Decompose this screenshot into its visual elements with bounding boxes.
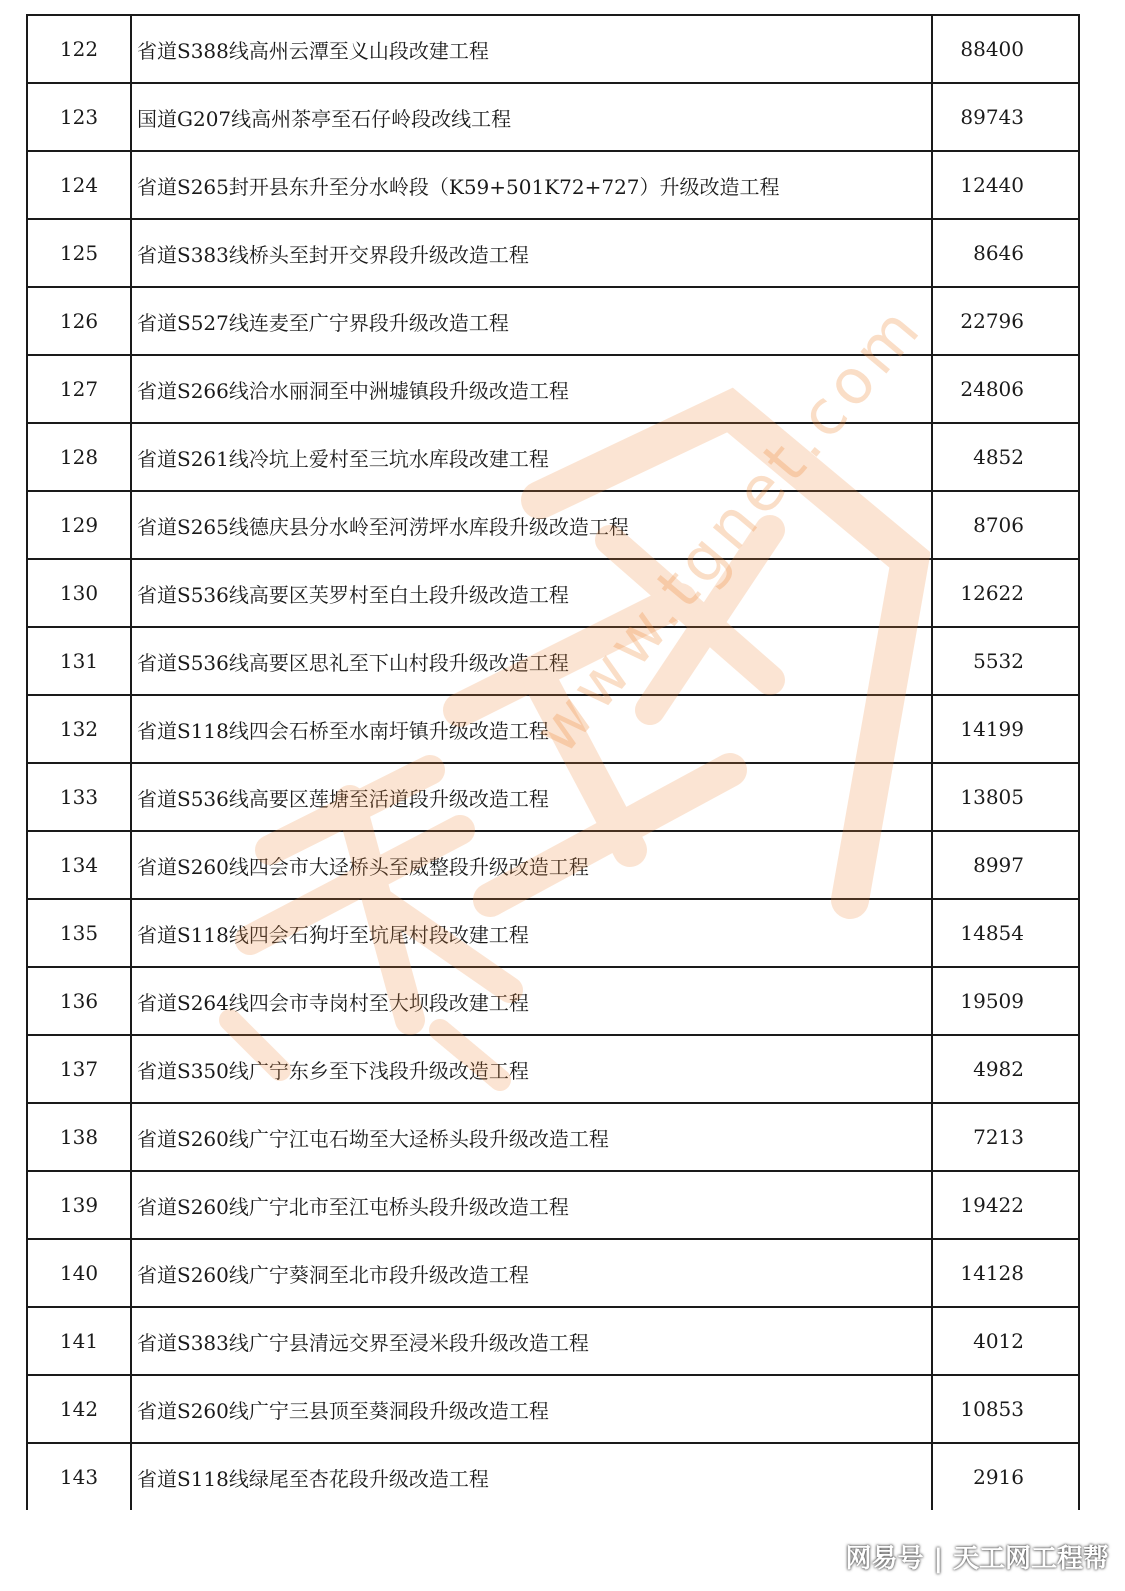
project-name-cell: 省道S264线四会市寺岗村至大坝段改建工程: [131, 967, 932, 1035]
row-number-cell: 126: [27, 287, 131, 355]
project-name-cell: 省道S118线四会石狗圩至坑尾村段改建工程: [131, 899, 932, 967]
row-number-cell: 127: [27, 355, 131, 423]
amount-cell: 22796: [932, 287, 1079, 355]
row-number-cell: 136: [27, 967, 131, 1035]
table-row: [27, 1035, 1079, 1103]
project-name-cell: 省道S527线连麦至广宁界段升级改造工程: [131, 287, 932, 355]
row-number-cell: 134: [27, 831, 131, 899]
table-body: [27, 15, 1079, 1510]
table-row: [27, 151, 1079, 219]
amount-cell: 8706: [932, 491, 1079, 559]
table-row: [27, 627, 1079, 695]
table-row: [27, 287, 1079, 355]
row-number-cell: 135: [27, 899, 131, 967]
row-number-cell: 133: [27, 763, 131, 831]
project-name-cell: 省道S260线广宁北市至江屯桥头段升级改造工程: [131, 1171, 932, 1239]
project-name-cell: 省道S383线广宁县清远交界至浸米段升级改造工程: [131, 1307, 932, 1375]
row-number-cell: 142: [27, 1375, 131, 1443]
row-number-cell: 124: [27, 151, 131, 219]
row-number-cell: 123: [27, 83, 131, 151]
project-name-cell: 省道S265线德庆县分水岭至河涝坪水库段升级改造工程: [131, 491, 932, 559]
row-number-cell: 128: [27, 423, 131, 491]
project-name-cell: 省道S260线四会市大迳桥头至威整段升级改造工程: [131, 831, 932, 899]
amount-cell: 7213: [932, 1103, 1079, 1171]
project-name-cell: 省道S265封开县东升至分水岭段（K59+501K72+727）升级改造工程: [131, 151, 932, 219]
table-row: [27, 831, 1079, 899]
amount-cell: 24806: [932, 355, 1079, 423]
project-name-cell: 省道S388线高州云潭至义山段改建工程: [131, 15, 932, 83]
watermark-url: www.tgnet.com: [520, 289, 937, 767]
amount-cell: 13805: [932, 763, 1079, 831]
row-number-cell: 143: [27, 1443, 131, 1510]
table-row: [27, 967, 1079, 1035]
table-row: [27, 15, 1079, 83]
project-name-cell: 省道S536线高要区莲塘至活道段升级改造工程: [131, 763, 932, 831]
row-number-cell: 140: [27, 1239, 131, 1307]
project-name-cell: 省道S350线广宁东乡至下浅段升级改造工程: [131, 1035, 932, 1103]
source-account: 天工网工程帮: [952, 1544, 1109, 1574]
table-row: [27, 1171, 1079, 1239]
project-name-cell: 省道S261线冷坑上爱村至三坑水库段改建工程: [131, 423, 932, 491]
table-row: [27, 219, 1079, 287]
source-separator: |: [933, 1544, 943, 1574]
table-row: [27, 423, 1079, 491]
table-row: [27, 1375, 1079, 1443]
project-name-cell: 省道S383线桥头至封开交界段升级改造工程: [131, 219, 932, 287]
row-number-cell: 132: [27, 695, 131, 763]
project-name-cell: 省道S118线四会石桥至水南圩镇升级改造工程: [131, 695, 932, 763]
amount-cell: 4852: [932, 423, 1079, 491]
amount-cell: 5532: [932, 627, 1079, 695]
row-number-cell: 122: [27, 15, 131, 83]
row-number-cell: 131: [27, 627, 131, 695]
project-name-cell: 省道S260线广宁三县顶至葵洞段升级改造工程: [131, 1375, 932, 1443]
table-row: [27, 1103, 1079, 1171]
amount-cell: 14854: [932, 899, 1079, 967]
amount-cell: 88400: [932, 15, 1079, 83]
amount-cell: 12622: [932, 559, 1079, 627]
table-row: [27, 763, 1079, 831]
source-badge: [845, 1538, 1109, 1575]
amount-cell: 10853: [932, 1375, 1079, 1443]
row-number-cell: 130: [27, 559, 131, 627]
amount-cell: 12440: [932, 151, 1079, 219]
row-number-cell: 125: [27, 219, 131, 287]
amount-cell: 8997: [932, 831, 1079, 899]
project-name-cell: 省道S118线绿尾至杏花段升级改造工程: [131, 1443, 932, 1510]
project-name-cell: 省道S266线洽水丽洞至中洲墟镇段升级改造工程: [131, 355, 932, 423]
project-name-cell: 省道S260线广宁葵洞至北市段升级改造工程: [131, 1239, 932, 1307]
table-row: [27, 83, 1079, 151]
table-row: [27, 899, 1079, 967]
source-platform: 网易号: [845, 1544, 924, 1574]
row-number-cell: 137: [27, 1035, 131, 1103]
amount-cell: 14128: [932, 1239, 1079, 1307]
project-name-cell: 省道S260线广宁江屯石坳至大迳桥头段升级改造工程: [131, 1103, 932, 1171]
amount-cell: 19509: [932, 967, 1079, 1035]
project-name-cell: 省道S536线高要区芙罗村至白土段升级改造工程: [131, 559, 932, 627]
amount-cell: 4982: [932, 1035, 1079, 1103]
row-number-cell: 129: [27, 491, 131, 559]
amount-cell: 4012: [932, 1307, 1079, 1375]
amount-cell: 89743: [932, 83, 1079, 151]
amount-cell: 19422: [932, 1171, 1079, 1239]
table-row: [27, 355, 1079, 423]
amount-cell: 8646: [932, 219, 1079, 287]
table-row: [27, 1307, 1079, 1375]
row-number-cell: 141: [27, 1307, 131, 1375]
table-row: [27, 491, 1079, 559]
amount-cell: 2916: [932, 1443, 1079, 1510]
table-row: [27, 559, 1079, 627]
table-row: [27, 1443, 1079, 1510]
project-table: [26, 14, 1080, 1510]
project-name-cell: 国道G207线高州茶亭至石仔岭段改线工程: [131, 83, 932, 151]
table-row: [27, 1239, 1079, 1307]
table-row: [27, 695, 1079, 763]
row-number-cell: 139: [27, 1171, 131, 1239]
project-name-cell: 省道S536线高要区思礼至下山村段升级改造工程: [131, 627, 932, 695]
row-number-cell: 138: [27, 1103, 131, 1171]
amount-cell: 14199: [932, 695, 1079, 763]
